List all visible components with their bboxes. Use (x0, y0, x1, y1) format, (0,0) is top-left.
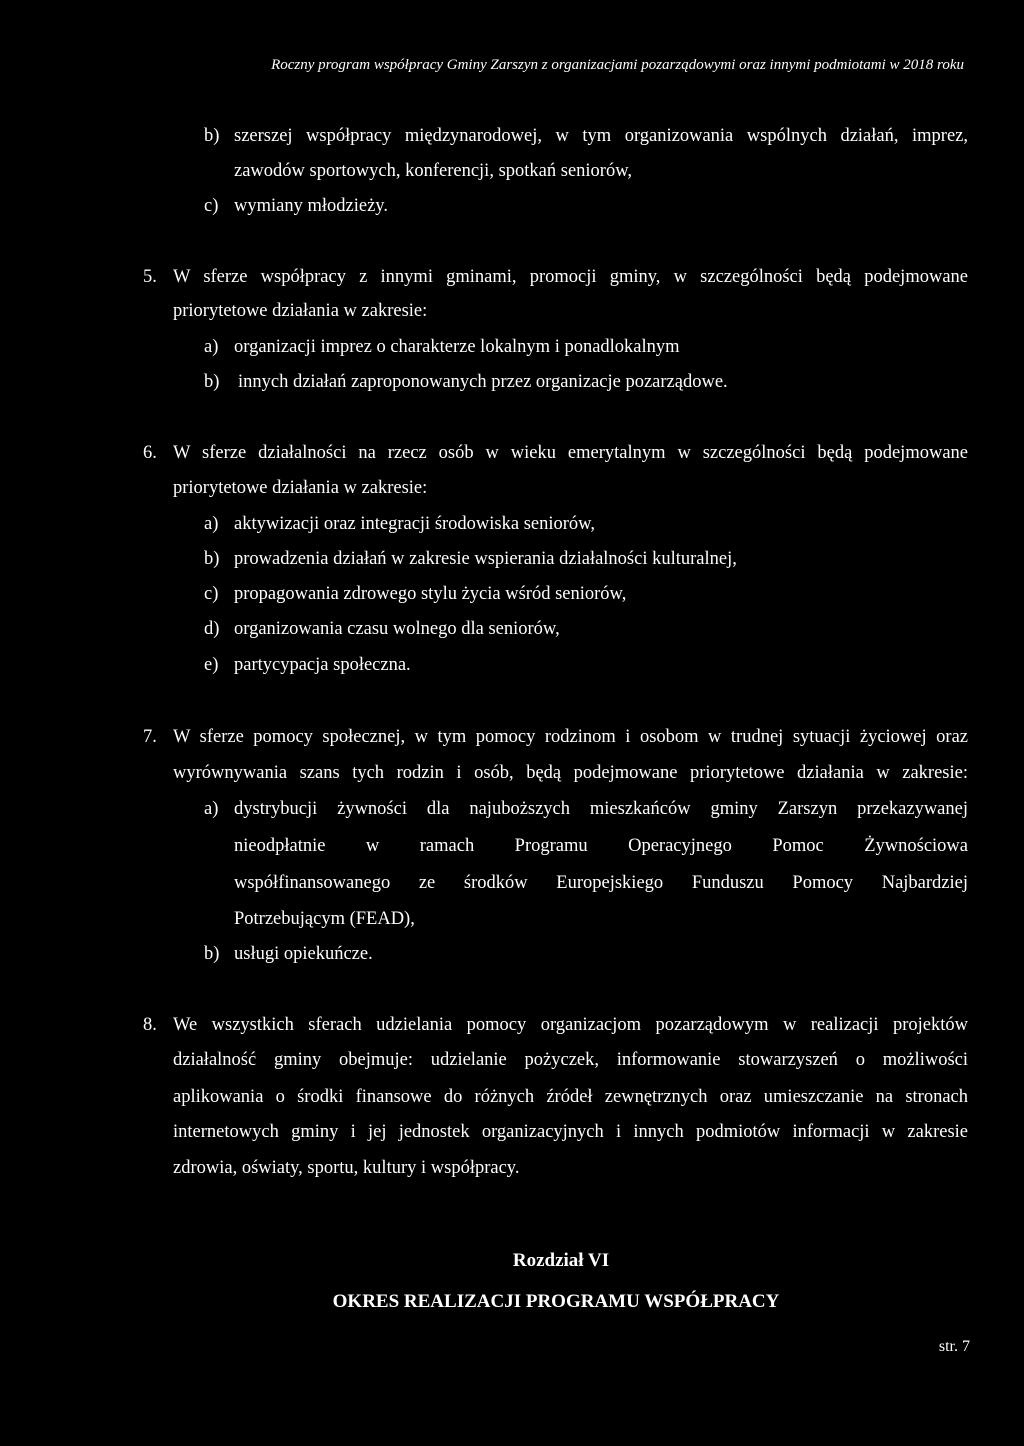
list-item-letter: a) (204, 514, 219, 534)
list-item-text: nieodpłatnie w ramach Programu Operacyjnego Pomoc Żywnościowa (234, 836, 968, 856)
list-item-text: Potrzebującym (FEAD), (234, 909, 415, 929)
section-number: 8. (143, 1015, 157, 1035)
list-item-text: zawodów sportowych, konferencji, spotkań seniorów, (234, 161, 632, 181)
list-item-text: usługi opiekuńcze. (234, 944, 373, 964)
list-item-text: propagowania zdrowego stylu życia wśród seniorów, (234, 584, 627, 604)
list-item-letter: b) (204, 372, 220, 392)
section-intro-line: W sferze współpracy z innymi gminami, promocji gminy, w szczególności będą podejmowane (173, 267, 968, 287)
list-item-letter: a) (204, 799, 219, 819)
section-number: 7. (143, 727, 157, 747)
list-item-text: szerszej współpracy międzynarodowej, w tym organizowania wspólnych działań, imprez, (234, 126, 968, 146)
list-item-text: partycypacja społeczna. (234, 655, 411, 675)
list-item-letter: d) (204, 619, 220, 639)
list-item-text: organizacji imprez o charakterze lokalnym i ponadlokalnym (234, 337, 680, 357)
section-line: zdrowia, oświaty, sportu, kultury i współpracy. (173, 1158, 520, 1178)
chapter-number: Rozdział VI (512, 1250, 610, 1271)
list-item-text: wymiany młodzieży. (234, 196, 388, 216)
list-item-letter: c) (204, 196, 219, 216)
list-item-letter: b) (204, 549, 220, 569)
chapter-title: OKRES REALIZACJI PROGRAMU WSPÓŁPRACY (332, 1291, 780, 1312)
section-line: działalność gminy obejmuje: udzielanie pożyczek, informowanie stowarzyszeń o możliwości (173, 1050, 968, 1070)
section-intro-line: W sferze pomocy społecznej, w tym pomocy rodzinom i osobom w trudnej sytuacji życiowej oraz (173, 727, 968, 747)
section-line: We wszystkich sferach udzielania pomocy organizacjom pozarządowym w realizacji projektów (173, 1015, 968, 1035)
section-intro-line: wyrównywania szans tych rodzin i osób, będą podejmowane priorytetowe działania w zakresie: (173, 763, 968, 783)
section-intro-line: priorytetowe działania w zakresie: (173, 478, 428, 498)
list-item-letter: b) (204, 944, 220, 964)
section-number: 5. (143, 267, 157, 287)
list-item-text: aktywizacji oraz integracji środowiska seniorów, (234, 514, 595, 534)
list-item-text: prowadzenia działań w zakresie wspierania działalności kulturalnej, (234, 549, 737, 569)
section-number: 6. (143, 443, 157, 463)
running-header: Roczny program współpracy Gminy Zarszyn z organizacjami pozarządowymi oraz innymi podmiotami w 2018 roku (271, 57, 964, 73)
list-item-letter: e) (204, 655, 219, 675)
list-item-text: organizowania czasu wolnego dla seniorów, (234, 619, 560, 639)
section-line: aplikowania o środki finansowe do różnych źródeł zewnętrznych oraz umieszczanie na stronach (173, 1087, 968, 1107)
list-item-text: innych działań zaproponowanych przez organizacje pozarządowe. (238, 372, 728, 392)
page-number: str. 7 (938, 1338, 970, 1355)
list-item-text: współfinansowanego ze środków Europejskiego Funduszu Pomocy Najbardziej (234, 873, 968, 893)
section-intro-line: W sferze działalności na rzecz osób w wieku emerytalnym w szczególności będą podejmowane (173, 443, 968, 463)
list-item-letter: a) (204, 337, 219, 357)
list-item-letter: c) (204, 584, 219, 604)
section-intro-line: priorytetowe działania w zakresie: (173, 301, 428, 321)
list-item-text: dystrybucji żywności dla najuboższych mieszkańców gminy Zarszyn przekazywanej (234, 799, 968, 819)
section-line: internetowych gminy i jej jednostek organizacyjnych i innych podmiotów informacji w zakresie (173, 1122, 968, 1142)
list-item-letter: b) (204, 126, 220, 146)
